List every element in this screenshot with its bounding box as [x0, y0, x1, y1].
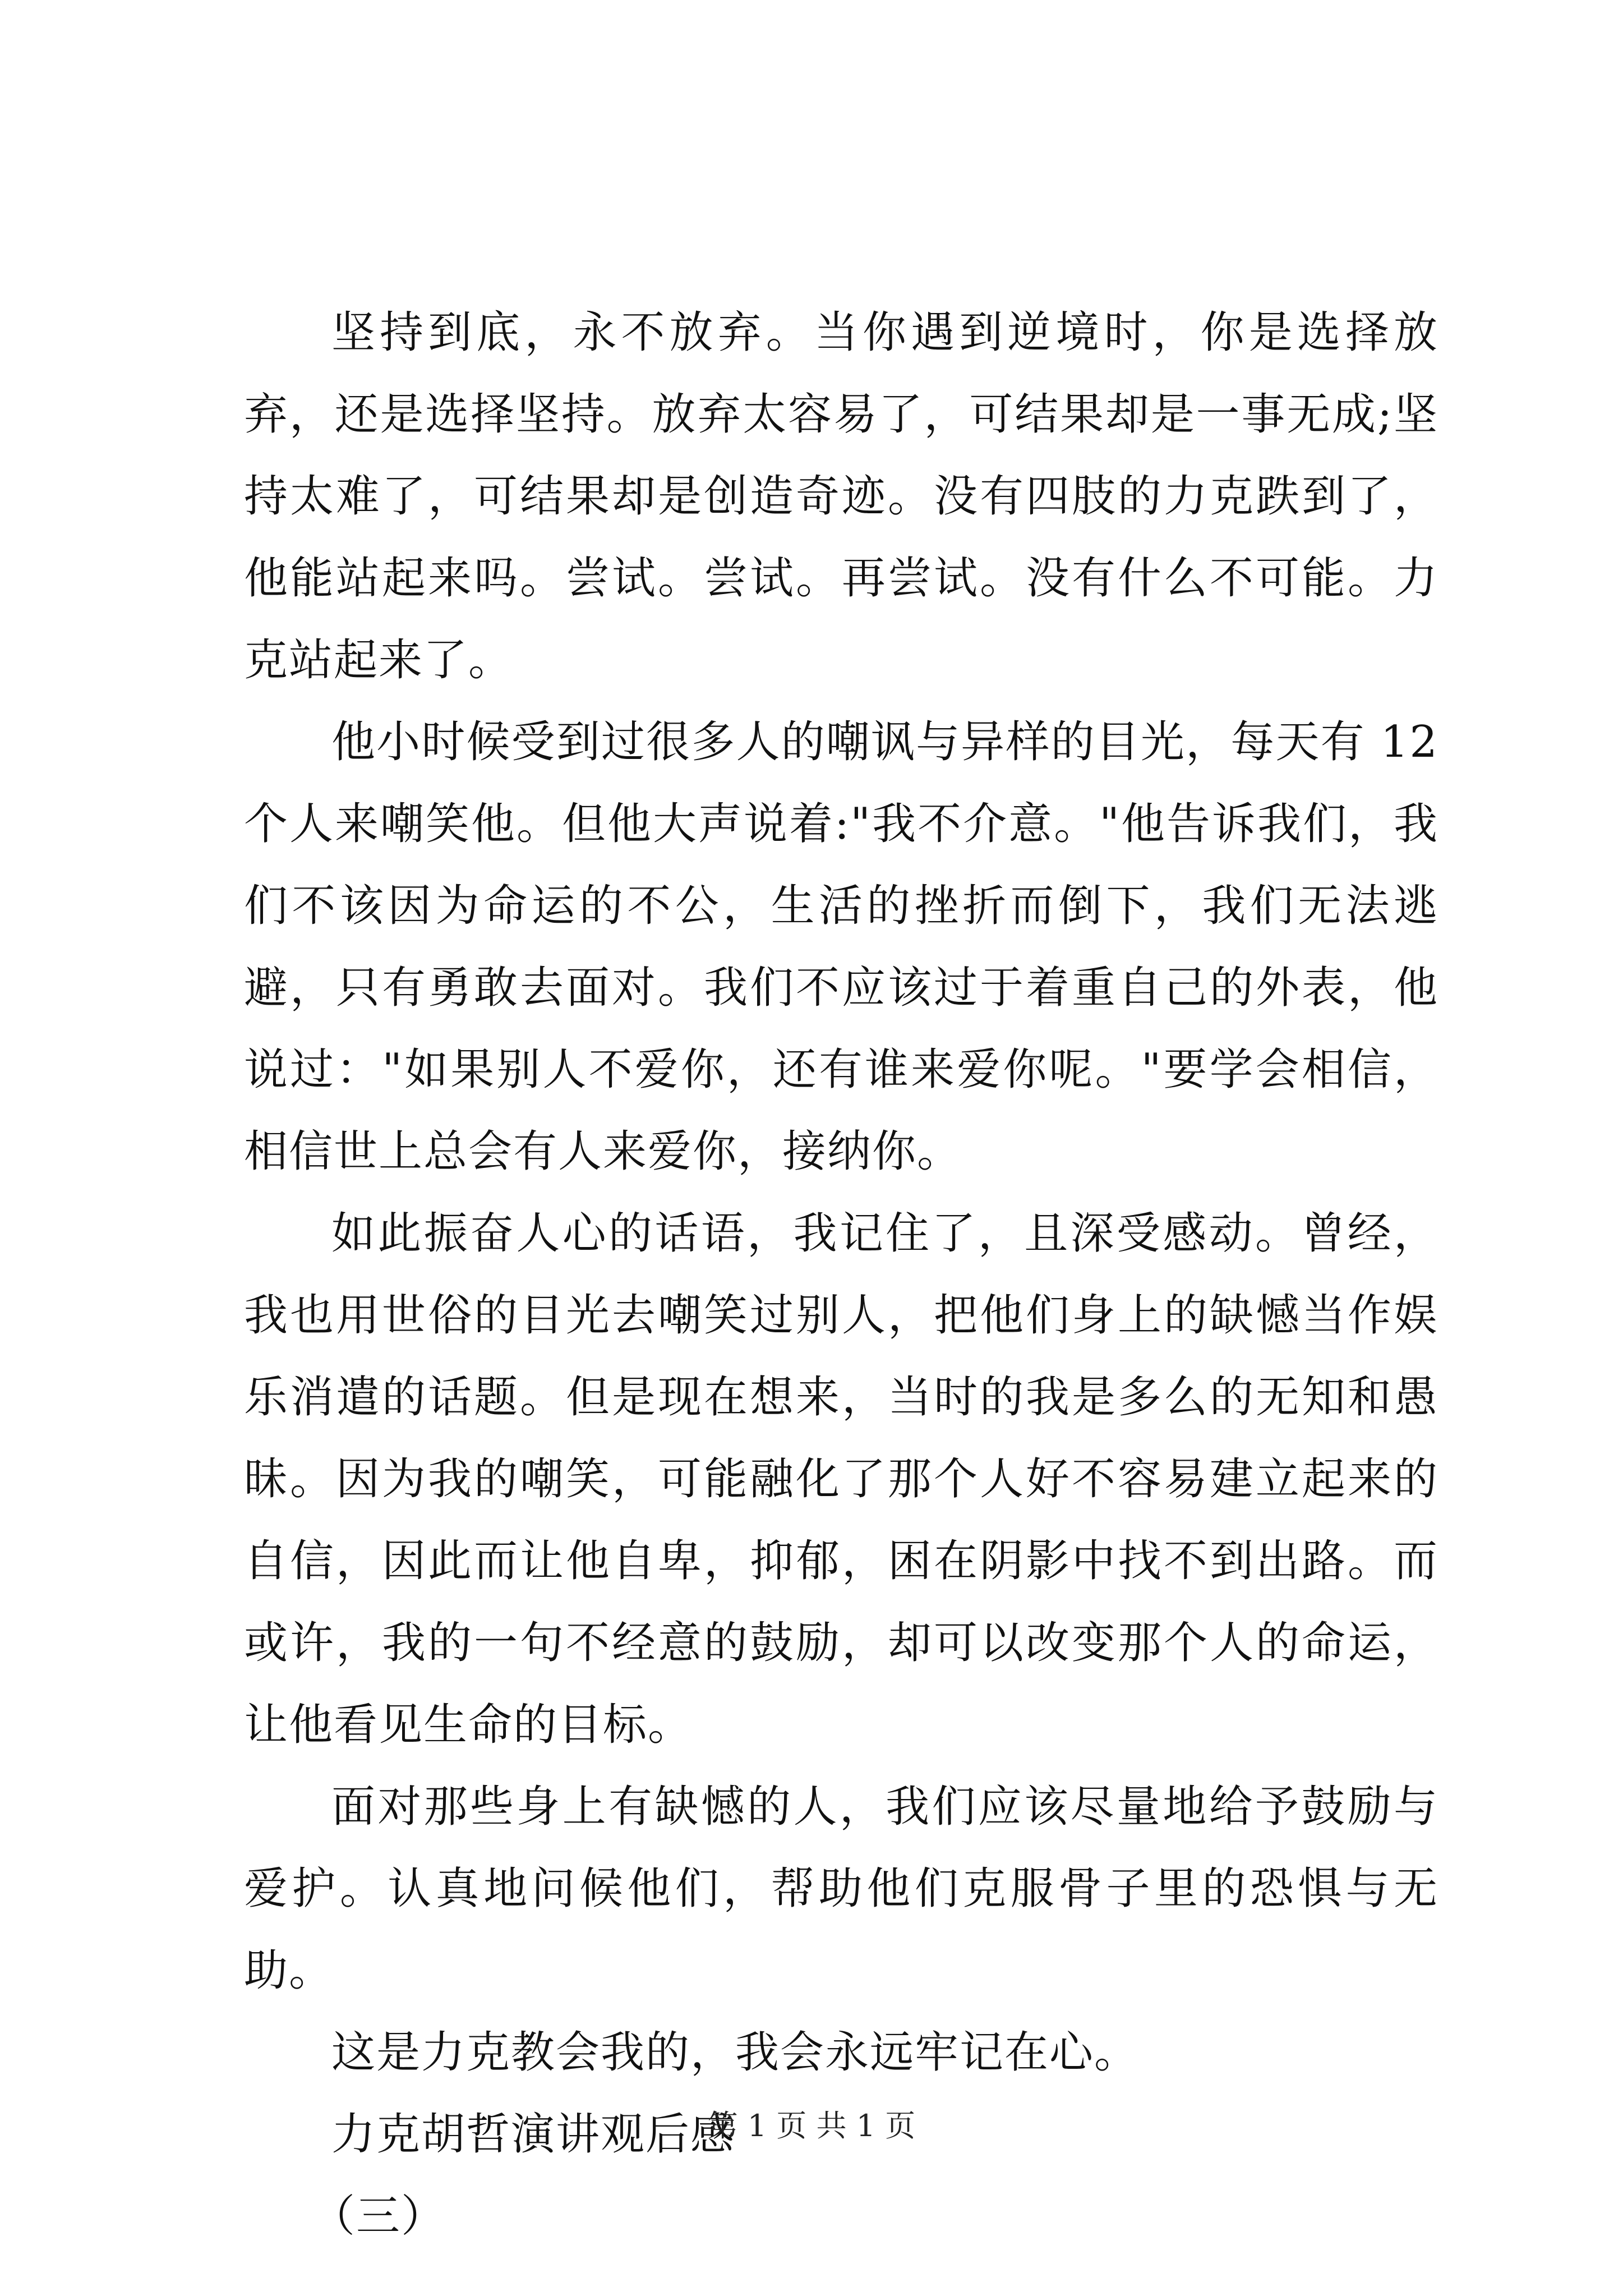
- essay-title: 力克胡哲演讲观后感: [331, 2109, 736, 2160]
- paragraph-4: 面对那些身上有缺憾的人，我们应该尽量地给予鼓励与爱护。认真地问候他们，帮助他们克服骨子里的恐惧与无助。: [244, 1782, 1438, 1996]
- page-footer: 第 1 页 共 1 页: [707, 2108, 916, 2143]
- document-body: [244, 292, 1438, 2257]
- paragraph-2: 他小时候受到过很多人的嘲讽与异样的目光，每天有 12 个人来嘲笑他。但他大声说着:"我不介意。"他告诉我们，我们不该因为命运的不公，生活的挫折而倒下，我们无法逃避，只有勇敢去面对。我们不应该过于着重自己的外表，他说过："如果别人不爱你，还有谁来爱你呢。"要学会相信，相信世上总会有人来爱你，接纳你。: [244, 717, 1438, 1177]
- paragraph-1: 坚持到底，永不放弃。当你遇到逆境时，你是选择放弃，还是选择坚持。放弃太容易了，可结果却是一事无成;坚持太难了，可结果却是创造奇迹。没有四肢的力克跌到了，他能站起来吗。尝试。尝试。再尝试。没有什么不可能。力克站起来了。: [244, 307, 1439, 685]
- paragraph-5: 这是力克教会我的，我会永远牢记在心。: [331, 2027, 1140, 2078]
- paragraph-3: 如此振奋人心的话语，我记住了，且深受感动。曾经，我也用世俗的目光去嘲笑过别人，把他们身上的缺憾当作娱乐消遣的话题。但是现在想来，当时的我是多么的无知和愚昧。因为我的嘲笑，可能融化了那个人好不容易建立起来的自信，因此而让他自卑，抑郁，困在阴影中找不到出路。而或许，我的一句不经意的鼓励，却可以改变那个人的命运，让他看见生命的目标。: [244, 1208, 1438, 1750]
- section-marker: （三）: [311, 2191, 446, 2242]
